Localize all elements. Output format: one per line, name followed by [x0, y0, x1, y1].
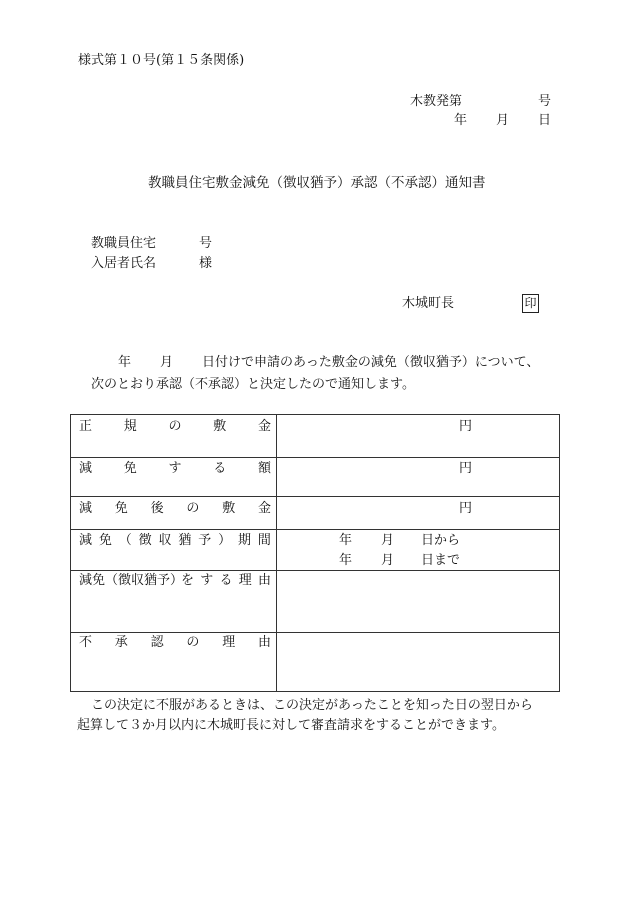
row-label-regular-deposit: 正 規 の 敷 金	[79, 419, 271, 434]
period-to-year: 年	[339, 553, 353, 568]
appeal-note-line-1: この決定に不服があるときは、この決定があったことを知った日の翌日から	[91, 698, 533, 713]
row-label-deposit-after-reduction: 減 免 後 の 敷 金	[79, 501, 271, 516]
row-divider	[71, 496, 559, 497]
period-from-day: 日から	[421, 533, 461, 548]
housing-number-suffix: 号	[199, 236, 213, 251]
row-divider	[71, 457, 559, 458]
regular-deposit-yen: 円	[459, 419, 473, 434]
row-label-reduction-reason-a: 減免（徴収猶予）	[79, 573, 184, 588]
body-month: 月	[160, 355, 174, 370]
document-number-prefix: 木教発第	[410, 94, 463, 109]
issuer-name: 木城町長	[402, 296, 455, 311]
document-title: 教職員住宅敷金減免（徴収猶予）承認（不承認）通知書	[148, 175, 486, 191]
period-to-month: 月	[381, 553, 395, 568]
row-divider	[71, 570, 559, 571]
seal-mark: 印	[522, 294, 539, 313]
issue-date-day: 日	[538, 113, 552, 128]
row-label-reduction-period: 減 免 （ 徴 収 猶 予 ） 期 間	[79, 533, 271, 548]
body-text-line-2: 次のとおり承認（不承認）と決定したので通知します。	[91, 377, 415, 392]
body-text-line-1: 日付けで申請のあった敷金の減免（徴収猶予）について、	[202, 355, 540, 370]
resident-name-label: 入居者氏名	[91, 256, 157, 271]
issue-date-month: 月	[496, 113, 510, 128]
form-number: 様式第１０号(第１５条関係)	[78, 53, 245, 68]
row-divider	[71, 632, 559, 633]
period-from-month: 月	[381, 533, 395, 548]
document-number-suffix: 号	[538, 94, 552, 109]
honorific-suffix: 様	[199, 256, 213, 271]
row-label-reduction-reason-b: を す る 理 由	[181, 573, 271, 588]
row-label-disapproval-reason: 不 承 認 の 理 由	[79, 635, 271, 650]
housing-label: 教職員住宅	[91, 236, 157, 251]
reduction-amount-yen: 円	[459, 461, 473, 476]
row-divider	[71, 529, 559, 530]
notice-table	[70, 414, 560, 692]
period-to-day: 日まで	[421, 553, 461, 568]
issue-date-year: 年	[454, 113, 468, 128]
deposit-after-reduction-yen: 円	[459, 501, 473, 516]
body-year: 年	[118, 355, 132, 370]
row-label-reduction-amount: 減 免 す る 額	[79, 461, 271, 476]
period-from-year: 年	[339, 533, 353, 548]
appeal-note-line-2: 起算して３か月以内に木城町長に対して審査請求をすることができます。	[77, 718, 505, 733]
